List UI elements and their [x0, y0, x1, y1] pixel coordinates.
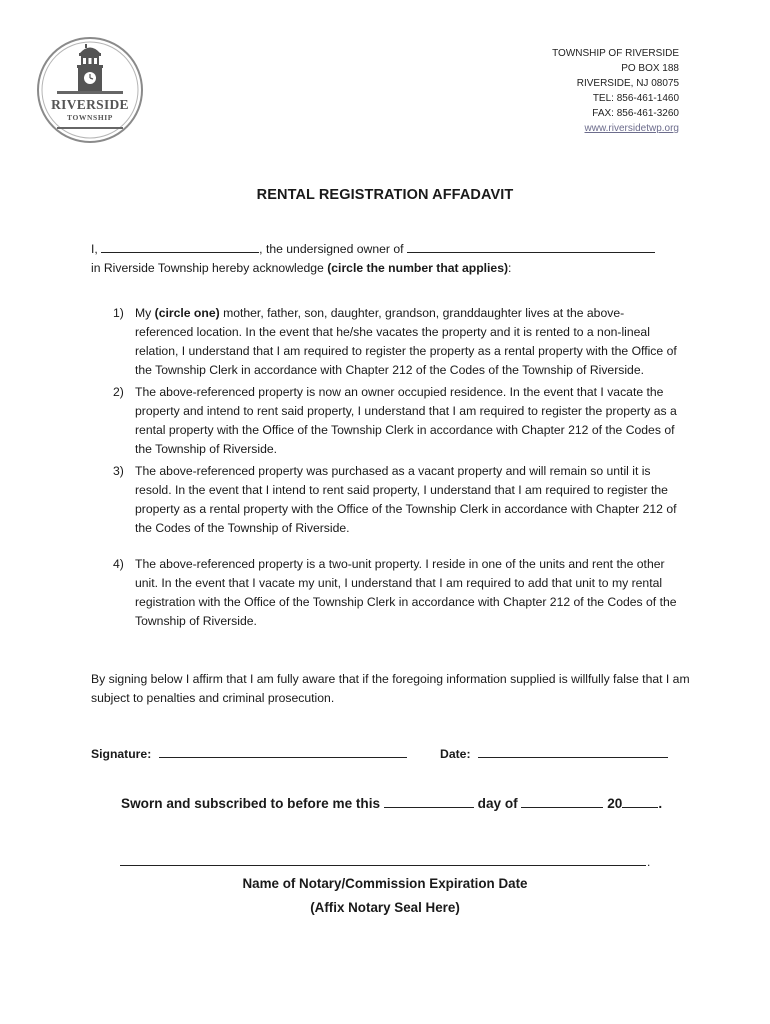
sworn-month-field[interactable]	[521, 795, 603, 808]
address-line3: RIVERSIDE, NJ 08075	[576, 78, 679, 89]
closing-statement: By signing below I affirm that I am fully aware that if the foregoing information supplied is willfully false that I am subject to penalties and criminal prosecution.	[91, 672, 690, 705]
signature-row	[91, 746, 668, 761]
intro-line2-end: :	[508, 261, 512, 275]
option-item-4[interactable]	[91, 555, 681, 631]
intro-line2-bold: (circle the number that applies)	[327, 261, 509, 275]
option-bold: (circle one)	[154, 306, 220, 320]
township-address	[552, 46, 679, 136]
sworn-year-field[interactable]	[622, 795, 658, 808]
address-line2: PO BOX 188	[621, 63, 679, 74]
option-item-2[interactable]	[91, 383, 681, 459]
address-tel: TEL: 856-461-1460	[592, 93, 679, 104]
logo-name: RIVERSIDE	[51, 97, 129, 112]
notary-name-label: Name of Notary/Commission Expiration Date	[242, 876, 528, 891]
sworn-part1: Sworn and subscribed to before me this	[121, 796, 381, 811]
document-title: RENTAL REGISTRATION AFFADAVIT	[256, 187, 514, 203]
date-field[interactable]	[478, 746, 668, 758]
sworn-part2: day of	[477, 796, 518, 811]
option-text: The above-referenced property was purchased as a vacant property and will remain so until it is resold. In the event that I intend to rent said property, I understand that I am required to register the property as a rental property with the Office of the Township Clerk in accordance with Chapter 212 of the Codes of the Township of Riverside.	[135, 464, 677, 535]
clock-tower-icon	[36, 36, 144, 144]
option-lead: My	[135, 306, 152, 320]
signature-field[interactable]	[159, 746, 407, 758]
intro-line2: in Riverside Township hereby acknowledge	[91, 261, 324, 275]
option-number: 1)	[113, 306, 124, 320]
property-address-blank[interactable]	[407, 240, 655, 253]
sworn-part3: 20	[607, 796, 623, 811]
notary-seal-label: (Affix Notary Seal Here)	[310, 900, 460, 915]
date-label: Date:	[440, 747, 471, 761]
owner-name-blank[interactable]	[101, 240, 259, 253]
website-link[interactable]: www.riversidetwp.org	[584, 123, 679, 134]
option-text: The above-referenced property is a two-unit property. I reside in one of the units and rent the other unit. In the event that I vacate my unit, I understand that I am required to add that unit to my rental registration with the Office of the Township Clerk in accordance with Chapter 212 of the Codes of the Township of Riverside.	[135, 557, 677, 628]
option-number: 2)	[113, 385, 124, 399]
signature-label: Signature:	[91, 747, 152, 761]
intro-prefix: I,	[91, 242, 98, 256]
options-list	[91, 304, 681, 631]
option-text: mother, father, son, daughter, grandson, granddaughter lives at the above-referenced location. In the event that he/she vacates the property and it is rented to a non-lineal relation, I understand that I am required to register the property as a rental property with the Office of the Township Clerk in accordance with Chapter 212 of the Codes of the Township of Riverside.	[135, 306, 677, 377]
option-text: The above-referenced property is now an owner occupied residence. In the event that I vacate the property and intend to rent said property, I understand that I am required to register the property as a rental property with the Office of the Township Clerk in accordance with Chapter 212 of the Codes of the Township of Riverside.	[135, 385, 677, 456]
address-fax: FAX: 856-461-3260	[592, 108, 679, 119]
address-line1: TOWNSHIP OF RIVERSIDE	[552, 48, 679, 59]
township-logo	[36, 36, 144, 144]
notary-line-end: .	[647, 855, 651, 869]
option-item-1[interactable]	[91, 304, 681, 380]
logo-subtitle: TOWNSHIP	[67, 113, 113, 122]
option-item-3[interactable]	[91, 462, 681, 538]
sworn-statement	[121, 795, 662, 811]
option-number: 3)	[113, 464, 124, 478]
option-number: 4)	[113, 557, 124, 571]
sworn-day-field[interactable]	[384, 795, 474, 808]
notary-signature-field[interactable]	[120, 865, 646, 866]
intro-middle: , the undersigned owner of	[259, 242, 404, 256]
intro-paragraph	[91, 240, 691, 278]
sworn-end: .	[658, 796, 663, 811]
